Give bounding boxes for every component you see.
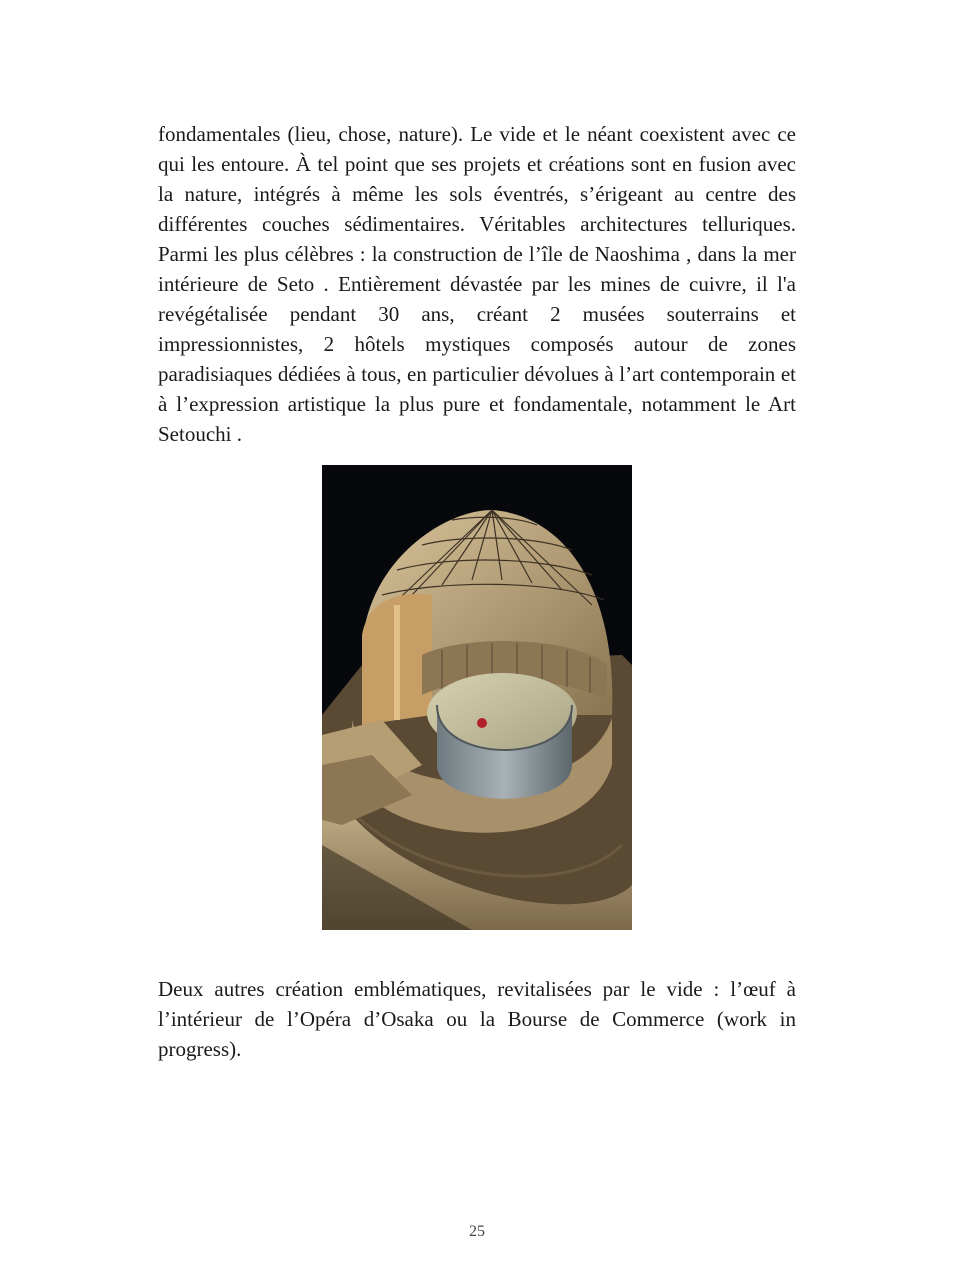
page-number: 25 (469, 1223, 485, 1240)
architecture-model-photo (322, 465, 632, 930)
model-illustration (322, 465, 632, 930)
stage-figure (477, 718, 487, 728)
body-paragraph-1: fondamentales (lieu, chose, nature). Le vide et le néant coexistent avec ce qui les entoure. À tel point que ses projets et créations sont en fusion avec la nature, intégrés à même les sols éventrés, s’érigeant au centre des différentes couches sédimentaires. Véritables architectures telluriques. Parmi les plus célèbres : la construction de l’île de Naoshima , dans la mer intérieure de Seto . Entièrement dévastée par les mines de cuivre, il l'a revégétalisée pendant 30 ans, créant 2 musées souterrains et impressionnistes, 2 hôtels mystiques composés autour de zones paradisiaques dédiées à tous, en particulier dévolues à l’art contemporain et à l’expression artistique la plus pure et fondamentale, notamment le Art Setouchi . (158, 122, 796, 446)
body-paragraph-2: Deux autres création emblématiques, revitalisées par le vide : l’œuf à l’intérieur de l’Opéra d’Osaka ou la Bourse de Commerce (work in progress). (158, 977, 796, 1061)
